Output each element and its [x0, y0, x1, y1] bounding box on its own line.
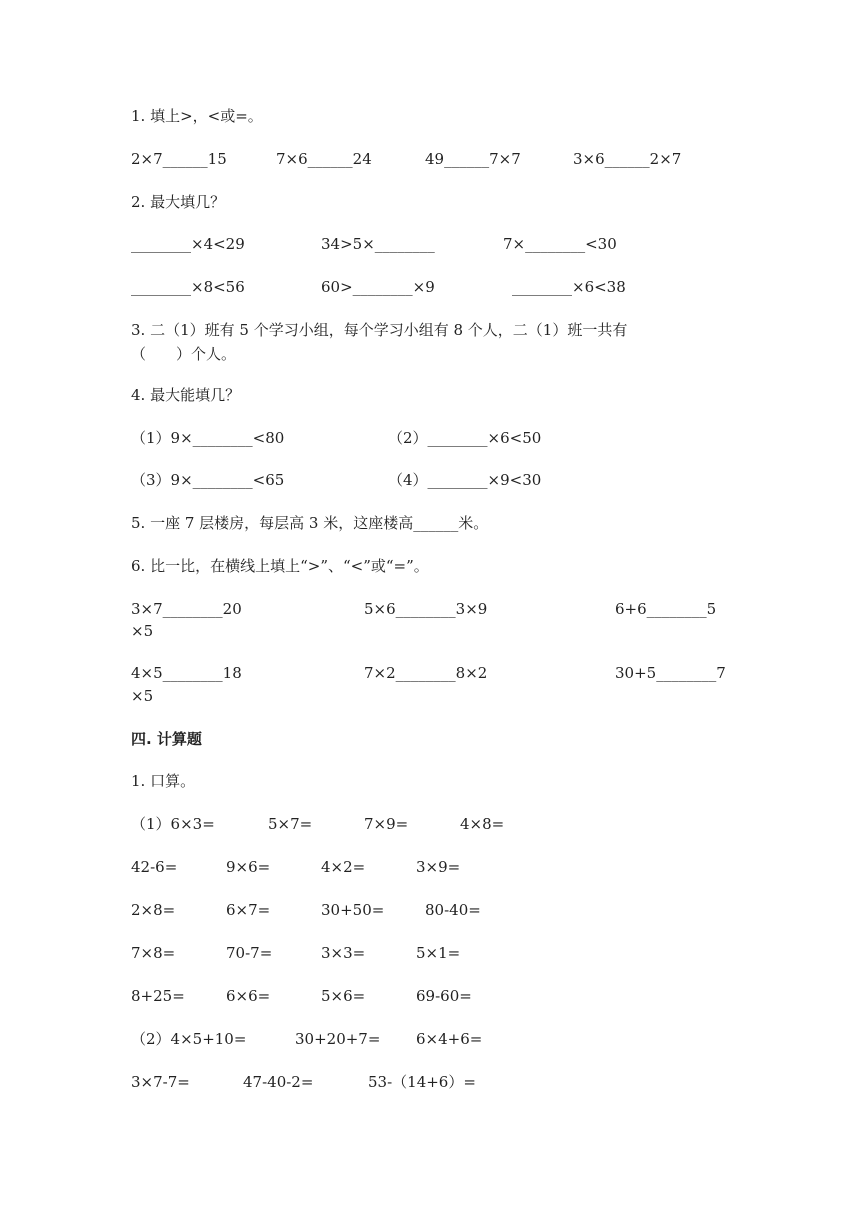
q1-item-2: 7×6______24 [276, 150, 372, 168]
q6-r2-item-1: 4×5________18 [131, 664, 242, 682]
q2-r1-item-3: 7×________<30 [503, 235, 617, 253]
q6-r1-item-1: 3×7________20 [131, 600, 242, 618]
q6-r2-wrap: ×5 [131, 687, 154, 705]
calc-r2-c1: 42-6= [131, 858, 178, 876]
q2-r1-item-2: 34>5×________ [321, 235, 435, 253]
question-4-title: 4. 最大能填几？ [131, 386, 241, 404]
question-6-title: 6. 比一比，在横线上填上“>”、“<”或“=”。 [131, 557, 429, 575]
question-3-line-1: 3. 二（1）班有 5 个学习小组，每个学习小组有 8 个人，二（1）班一共有 [131, 321, 628, 339]
calc-r2-c3: 4×2= [321, 858, 366, 876]
calc-title: 1. 口算。 [131, 772, 196, 790]
calc-r5-c1: 8+25= [131, 987, 185, 1005]
calc-r1-c4: 4×8= [460, 815, 505, 833]
q1-item-1: 2×7______15 [131, 150, 227, 168]
q6-r1-item-2: 5×6________3×9 [364, 600, 488, 618]
q2-r2-item-2: 60>________×9 [321, 278, 435, 296]
q6-r1-wrap: ×5 [131, 622, 154, 640]
calc-r3-c1: 2×8= [131, 901, 176, 919]
calc-r3-c3: 30+50= [321, 901, 385, 919]
calc-r1-c1: （1）6×3= [131, 815, 215, 833]
q2-r2-item-1: ________×8<56 [131, 278, 245, 296]
q1-item-3: 49______7×7 [425, 150, 521, 168]
q4-r2-item-2: （4）________×9<30 [388, 471, 542, 489]
calc-r7-c3: 53-（14+6）= [368, 1073, 476, 1091]
question-3-line-2: （ ）个人。 [131, 345, 237, 363]
q4-r1-item-1: （1）9×________<80 [131, 429, 285, 447]
calc-r5-c2: 6×6= [226, 987, 271, 1005]
calc-r3-c4: 80-40= [425, 901, 481, 919]
calc-r2-c2: 9×6= [226, 858, 271, 876]
q2-r2-item-3: ________×6<38 [512, 278, 626, 296]
calc-r1-c2: 5×7= [268, 815, 313, 833]
calc-r3-c2: 6×7= [226, 901, 271, 919]
calc-r4-c2: 70-7= [226, 944, 273, 962]
calc-r5-c4: 69-60= [416, 987, 472, 1005]
calc-r1-c3: 7×9= [364, 815, 409, 833]
question-5: 5. 一座 7 层楼房，每层高 3 米，这座楼高______米。 [131, 514, 489, 532]
calc-r4-c4: 5×1= [416, 944, 461, 962]
calc-r4-c1: 7×8= [131, 944, 176, 962]
q4-r1-item-2: （2）________×6<50 [388, 429, 542, 447]
q2-r1-item-1: ________×4<29 [131, 235, 245, 253]
q6-r1-item-3: 6+6________5 [615, 600, 717, 618]
calc-r6-c2: 30+20+7= [295, 1030, 381, 1048]
q4-r2-item-1: （3）9×________<65 [131, 471, 285, 489]
q1-item-4: 3×6______2×7 [573, 150, 682, 168]
question-2-title: 2. 最大填几？ [131, 193, 226, 211]
section-title: 四. 计算题 [131, 730, 202, 748]
calc-r7-c1: 3×7-7= [131, 1073, 190, 1091]
calc-r6-c1: （2）4×5+10= [131, 1030, 247, 1048]
calc-r6-c3: 6×4+6= [416, 1030, 483, 1048]
q6-r2-item-2: 7×2________8×2 [364, 664, 488, 682]
calc-r2-c4: 3×9= [416, 858, 461, 876]
question-1-title: 1. 填上>，<或=。 [131, 107, 263, 125]
calc-r5-c3: 5×6= [321, 987, 366, 1005]
q6-r2-item-3: 30+5________7 [615, 664, 726, 682]
calc-r4-c3: 3×3= [321, 944, 366, 962]
calc-r7-c2: 47-40-2= [243, 1073, 314, 1091]
